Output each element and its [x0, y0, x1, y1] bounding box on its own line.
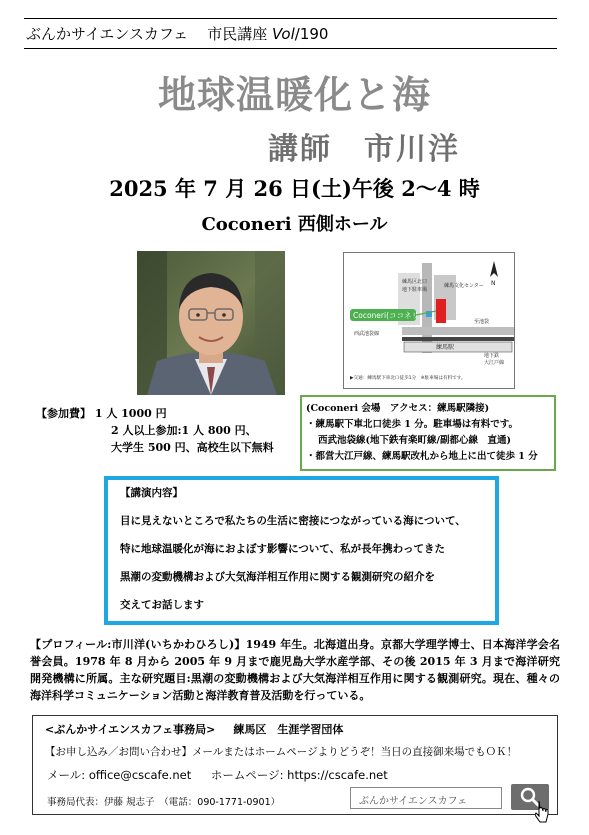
event-title: 地球温暖化と海 — [157, 73, 431, 117]
office-contact-line — [47, 767, 388, 783]
course-name: 市民講座 — [207, 25, 268, 43]
map-label-station: 練馬駅 — [436, 344, 455, 351]
access-line-2: 西武池袋線(地下鉄有楽町線/副都心線 直通) — [318, 435, 511, 446]
lecture-content-line: 特に地球温暖化が海におよぼす影響について、私が長年携わってきた — [120, 543, 445, 555]
map-label-culture-center: 練馬文化センター — [444, 283, 484, 289]
office-inquiry: 【お申し込み／お問い合わせ】メールまたはホームページよりどうぞ！当日の直接御来場でもＯＫ！ — [45, 746, 518, 758]
access-line-3: ・都営大江戸線、練馬駅改札から地上に出て徒歩 1 分 — [306, 451, 538, 462]
series-name: ぶんかサイエンスカフェ — [26, 25, 189, 43]
access-box — [300, 395, 556, 471]
lecture-content-line: 黒潮の変動機構および大気海洋相互作用に関する観測研究の紹介を — [120, 571, 435, 583]
event-datetime: 2025 年 7 月 26 日(土)午後 2～4 時 — [109, 176, 480, 201]
speaker-photo — [137, 251, 285, 395]
access-heading: (Coconeri 会場 アクセス：練馬駅隣接) — [306, 403, 490, 414]
fees-block — [36, 405, 274, 456]
header-rule-bottom — [24, 48, 557, 49]
email-label: メール: — [47, 768, 86, 782]
lecture-content-line: 交えてお話します — [120, 599, 204, 611]
fees-single: 1 人 1000 円 — [94, 407, 167, 420]
event-venue: Coconeri 西側ホール — [201, 214, 388, 235]
map-label-north-exit: 練馬区北口 — [402, 279, 428, 285]
map-label-seibu-line: 西武池袋線 — [354, 331, 380, 337]
office-title-line — [45, 721, 343, 737]
vol-label: Vol — [272, 25, 295, 43]
lecture-content-box — [104, 476, 499, 625]
fees-multi: 2 人以上参加:1 人 800 円、 — [111, 424, 257, 437]
vol-number: 190 — [299, 25, 329, 43]
office-title: <ぶんかサイエンスカフェ事務局> — [45, 723, 216, 736]
lecture-content-heading: 【講演内容】 — [120, 487, 183, 499]
search-input[interactable]: ぶんかサイエンスカフェ — [350, 787, 502, 809]
map-label-parking: 地下駐車場 — [402, 287, 428, 293]
map-label-subway: 地下鉄 — [484, 353, 500, 359]
office-box — [32, 715, 558, 815]
homepage-link[interactable]: https://cscafe.net — [287, 768, 388, 782]
fees-students: 大学生 500 円、高校生以下無料 — [111, 441, 274, 454]
lecture-content-line: 目に見えないところで私たちの生活に密接につながっている海について、 — [120, 515, 466, 527]
header-rule-top — [24, 18, 557, 19]
access-line-1: ・練馬駅下車北口徒歩 1 分。駐車場は有料です。 — [306, 419, 518, 430]
venue-map — [343, 252, 515, 389]
email-link[interactable]: office@cscafe.net — [88, 768, 192, 782]
svg-text:N: N — [491, 280, 496, 287]
map-label-coconeri: Coconeri(ココネリ) — [353, 311, 422, 320]
speaker-profile: 【プロフィール:市川洋(いちかわひろし)】1949 年生。北海道出身。京都大学理学博士、日本海洋学会名誉会員。1978 年 8 月から 2005 年 9 月まで鹿児島大学水産学部、その後 2015 年 3 月まで海洋研究開発機構に所属。主な研究題目:黒潮の変動機構および大気海洋相互作用に関する観測研究。現在、種々の海洋科学コミュニケーション活動と海洋教育普及活動を行っている。 — [30, 638, 560, 702]
pointer-cursor-icon — [535, 800, 549, 828]
homepage-label: ホームページ: — [210, 768, 284, 782]
office-org: 練馬区 生涯学習団体 — [233, 723, 344, 736]
lecturer-name: 講師 市川洋 — [268, 132, 460, 167]
map-label-oedo: 大江戸線 — [484, 360, 505, 366]
map-label-note: ▶交通：練馬駅下車北口徒歩1分 ※駐車場は有料です。 — [350, 376, 466, 381]
map-label-ikebukuro: 至池袋 — [474, 319, 490, 325]
header-series-line: ぶんかサイエンスカフェ 市民講座 Vol/190 — [26, 25, 329, 43]
fees-label: 【参加費】 — [36, 407, 91, 420]
office-representative: 事務局代表：伊藤 規志子 （電話：090-1771-0901） — [47, 797, 281, 808]
